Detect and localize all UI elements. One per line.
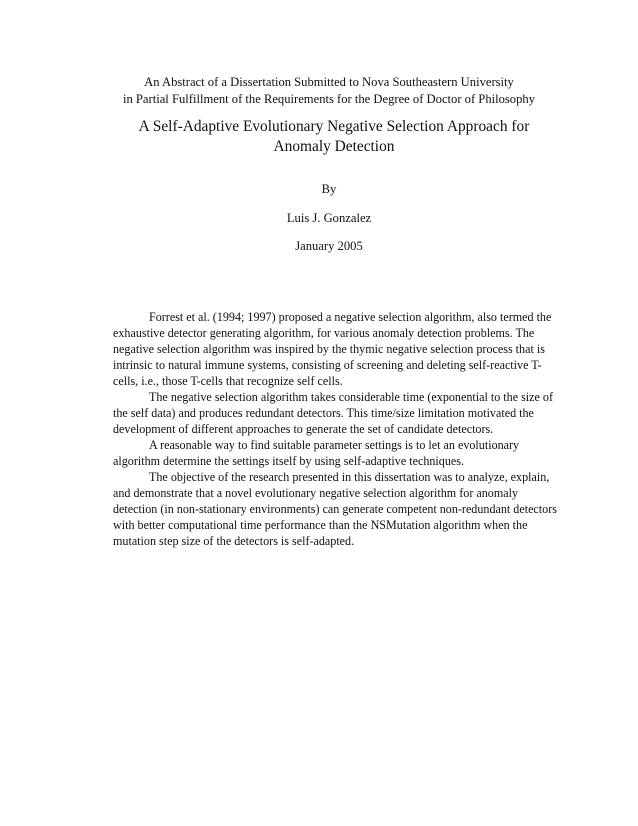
abstract-paragraph: The negative selection algorithm takes considerable time (exponential to the size of the self data) and produces redundant detectors. This time/size limitation motivated the development of different approaches to generate the set of candidate detectors. [113,390,553,436]
dissertation-title: A Self-Adaptive Evolutionary Negative Selection Approach for Anomaly Detection [138,118,530,155]
header-line-2: in Partial Fulfillment of the Requirements for the Degree of Doctor of Philosophy [122,92,535,106]
abstract-body [113,309,561,549]
publication-date: January 2005 [295,239,363,253]
abstract-paragraph: A reasonable way to find suitable parameter settings is to let an evolutionary algorithm determine the settings itself by using self-adaptive techniques. [113,438,520,468]
author-name: Luis J. Gonzalez [286,211,372,225]
abstract-paragraph: Forrest et al. (1994; 1997) proposed a negative selection algorithm, also termed the exhaustive detector generating algorithm, for various anomaly detection problems. The negative selection algorithm was inspired by the thymic negative selection process that is intrinsic to natural immune systems, consisting of screening and deleting self-reactive T-cells, i.e., those T-cells that recognize self cells. [113,310,552,388]
header-line-1: An Abstract of a Dissertation Submitted to Nova Southeastern University [144,75,514,89]
byline-by: By [321,182,337,196]
abstract-paragraph: The objective of the research presented in this dissertation was to analyze, explain, and demonstrate that a novel evolutionary negative selection algorithm for anomaly detection (in non-stationary environments) can generate competent non-redundant detectors with better computational time performance than the NSMutation algorithm when the mutation step size of the detectors is self-adapted. [113,470,557,548]
submission-header [0,74,638,108]
